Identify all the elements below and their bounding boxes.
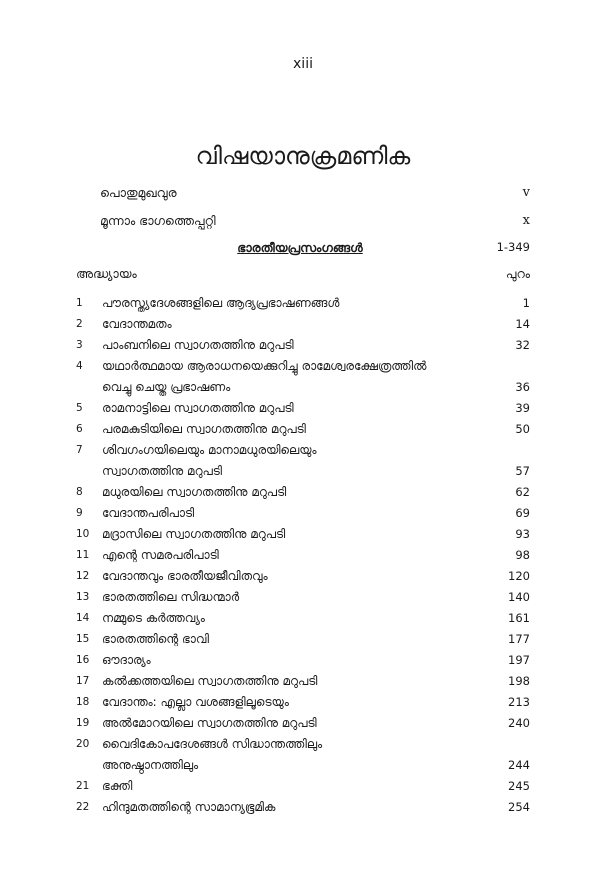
toc-entry <box>76 692 530 713</box>
chapter-number: 22 <box>76 801 90 813</box>
section-header <box>70 240 530 254</box>
chapter-number: 15 <box>76 633 90 645</box>
chapter-page: 254 <box>508 800 530 814</box>
preliminary-title: പൊതുമുഖവുര <box>100 185 177 200</box>
toc-entry <box>76 776 530 797</box>
toc-entry <box>76 419 530 440</box>
chapter-title <box>102 650 492 671</box>
chapter-title-line: വേദാന്തമതം <box>102 317 172 331</box>
toc-entry <box>76 503 530 524</box>
preliminary-page: v <box>522 185 530 200</box>
chapter-title-line: സ്വാഗതത്തിനു മറുപടി <box>102 464 222 478</box>
chapter-page: 245 <box>508 779 530 793</box>
toc-entry <box>76 293 530 314</box>
chapter-title-line: വേദാന്തം: എല്ലാ വശങ്ങളിലൂടെയും <box>102 695 289 709</box>
chapter-title-line: വൈദികോപദേശങ്ങൾ സിദ്ധാന്തത്തിലും <box>102 737 323 751</box>
chapter-title <box>102 797 492 818</box>
page-number: xiii <box>293 56 313 72</box>
table-of-contents <box>76 293 530 818</box>
chapter-title <box>102 293 492 314</box>
chapter-page: 36 <box>515 380 530 394</box>
chapter-number: 6 <box>76 423 83 435</box>
chapter-title-line: ഭക്തി <box>102 779 133 793</box>
chapter-title <box>102 608 492 629</box>
toc-entry <box>76 482 530 503</box>
chapter-title <box>102 398 492 419</box>
chapter-page: 14 <box>515 317 530 331</box>
chapter-title-line: രാമനാട്ടിലെ സ്വാഗതത്തിനു മറുപടി <box>102 401 294 415</box>
toc-entry <box>76 440 530 482</box>
chapter-number: 12 <box>76 570 90 582</box>
toc-entry <box>76 566 530 587</box>
toc-entry <box>76 713 530 734</box>
chapter-title <box>102 335 492 356</box>
chapter-title-line: അൽമോറയിലെ സ്വാഗതത്തിനു മറുപടി <box>102 716 317 730</box>
chapter-page: 57 <box>515 464 530 478</box>
chapter-title <box>102 524 492 545</box>
chapter-title <box>102 482 492 503</box>
chapter-number: 7 <box>76 444 83 456</box>
chapter-title-line: പരമകുടിയിലെ സ്വാഗതത്തിനു മറുപടി <box>102 422 306 436</box>
chapter-title <box>102 629 492 650</box>
preliminary-page: x <box>522 213 530 228</box>
chapter-title <box>102 713 492 734</box>
chapter-title <box>102 734 492 776</box>
chapter-title <box>102 566 492 587</box>
chapter-number: 18 <box>76 696 90 708</box>
chapter-title <box>102 776 492 797</box>
chapter-title-line: അനുഷ്ഠാനത്തിലും <box>102 758 199 772</box>
chapter-number: 16 <box>76 654 90 666</box>
chapter-page: 197 <box>508 653 530 667</box>
toc-entry <box>76 314 530 335</box>
chapter-title-line: മദ്രാസിലെ സ്വാഗതത്തിനു മറുപടി <box>102 527 286 541</box>
chapter-title <box>102 440 492 482</box>
chapter-page: 50 <box>515 422 530 436</box>
chapter-page: 213 <box>508 695 530 709</box>
chapter-title-line: കൽക്കത്തയിലെ സ്വാഗതത്തിനു മറുപടി <box>102 674 318 688</box>
chapter-title <box>102 587 492 608</box>
chapter-title <box>102 671 492 692</box>
chapter-title-line: ഭാരതത്തിന്റെ ഭാവി <box>102 632 209 646</box>
chapter-title <box>102 314 492 335</box>
chapter-title-line: വേദാന്തവും ഭാരതീയജീവിതവും <box>102 569 268 583</box>
chapter-title-line: വെച്ചു ചെയ്ത പ്രഭാഷണം <box>102 380 231 394</box>
chapter-page: 198 <box>508 674 530 688</box>
page-title: വിഷയാനുക്രമണിക <box>195 142 411 170</box>
chapter-number: 9 <box>76 507 83 519</box>
toc-entry <box>76 524 530 545</box>
chapter-title-line: ഭാരതത്തിലെ സിദ്ധന്മാർ <box>102 590 240 604</box>
chapter-page: 177 <box>508 632 530 646</box>
chapter-title <box>102 419 492 440</box>
chapter-title-line: പൗരസ്ത്യദേശങ്ങളിലെ ആദ്യപ്രഭാഷണങ്ങൾ <box>102 296 340 310</box>
chapter-number: 19 <box>76 717 90 729</box>
toc-entry <box>76 356 530 398</box>
chapter-title-line: വേദാന്തപരിപാടി <box>102 506 195 520</box>
toc-entry <box>76 608 530 629</box>
chapter-number: 4 <box>76 360 83 372</box>
toc-entry <box>76 398 530 419</box>
chapter-page: 120 <box>508 569 530 583</box>
toc-entry <box>76 545 530 566</box>
chapter-number: 2 <box>76 318 83 330</box>
chapter-number: 10 <box>76 528 90 540</box>
chapter-page: 32 <box>515 338 530 352</box>
chapter-page: 98 <box>515 548 530 562</box>
toc-entry <box>76 797 530 818</box>
chapter-page: 244 <box>508 758 530 772</box>
preliminary-entry <box>100 213 530 229</box>
chapter-title <box>102 503 492 524</box>
chapter-page: 140 <box>508 590 530 604</box>
chapter-title-line: പാംബനിലെ സ്വാഗതത്തിനു മറുപടി <box>102 338 294 352</box>
toc-entry <box>76 629 530 650</box>
toc-entry <box>76 587 530 608</box>
chapter-page: 39 <box>515 401 530 415</box>
chapter-page: 62 <box>515 485 530 499</box>
chapter-number: 14 <box>76 612 90 624</box>
section-heading: ഭാരതീയപ്രസംഗങ്ങൾ <box>237 240 363 255</box>
preliminary-title: മൂന്നാം ഭാഗത്തെപ്പറ്റി <box>100 213 216 228</box>
chapter-title <box>102 356 492 398</box>
chapter-number: 1 <box>76 297 83 309</box>
chapter-page: 240 <box>508 716 530 730</box>
chapter-page: 161 <box>508 611 530 625</box>
chapter-column-header: അദ്ധ്യായം <box>76 266 137 281</box>
section-page-range: 1-349 <box>496 240 530 254</box>
chapter-title-line: ഹിന്ദുമതത്തിന്റെ സാമാന്യഭൂമിക <box>102 800 276 814</box>
toc-entry <box>76 734 530 776</box>
chapter-title-line: നമ്മുടെ കർത്തവ്യം <box>102 611 205 625</box>
chapter-number: 13 <box>76 591 90 603</box>
toc-entry <box>76 335 530 356</box>
chapter-number: 5 <box>76 402 83 414</box>
chapter-number: 21 <box>76 780 90 792</box>
chapter-title-line: മധുരയിലെ സ്വാഗതത്തിനു മറുപടി <box>102 485 287 499</box>
chapter-title-line: ശിവഗംഗയിലെയും മാനാമധുരയിലെയും <box>102 443 317 457</box>
toc-entry <box>76 671 530 692</box>
chapter-number: 3 <box>76 339 83 351</box>
chapter-title-line: യഥാർത്ഥമായ ആരാധനയെക്കുറിച്ചു രാമേശ്വരക്ഷേത്രത്തിൽ <box>102 359 427 373</box>
chapter-title-line: ഔദാര്യം <box>102 653 151 667</box>
page-column-header: പുറം <box>505 266 530 281</box>
chapter-number: 8 <box>76 486 83 498</box>
chapter-page: 1 <box>522 296 530 310</box>
column-headers <box>76 266 530 282</box>
preliminary-entry <box>100 185 530 201</box>
chapter-title-line: എന്റെ സമരപരിപാടി <box>102 548 219 562</box>
toc-entry <box>76 650 530 671</box>
chapter-number: 17 <box>76 675 90 687</box>
chapter-title <box>102 692 492 713</box>
chapter-number: 11 <box>76 549 90 561</box>
chapter-page: 93 <box>515 527 530 541</box>
chapter-number: 20 <box>76 738 90 750</box>
chapter-title <box>102 545 492 566</box>
chapter-page: 69 <box>515 506 530 520</box>
